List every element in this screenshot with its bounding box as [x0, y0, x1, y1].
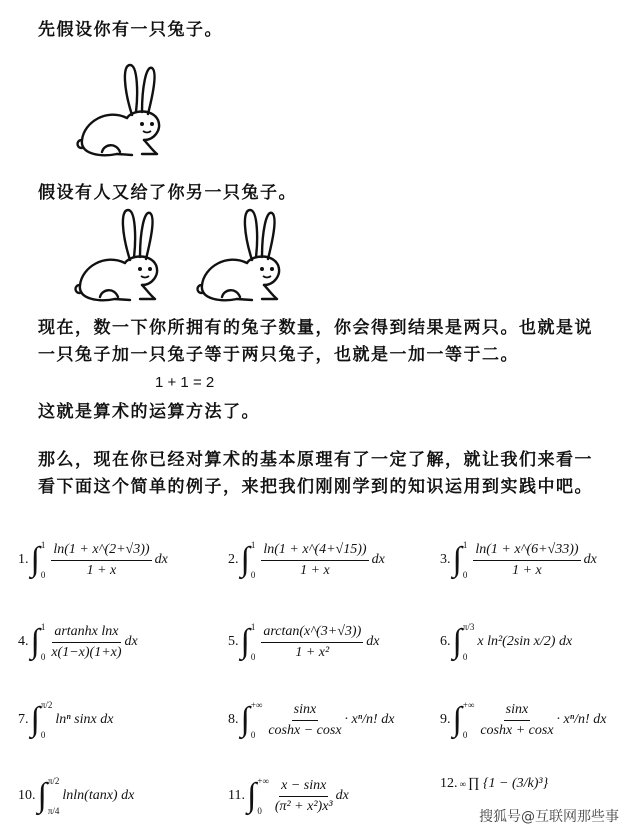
- equation: 1 + 1 = 2: [155, 374, 215, 391]
- line-6: 那么，现在你已经对算术的基本原理有了一定了解，就让我们来看一: [38, 450, 593, 470]
- problem-9: 9. ∫ +∞ 0 $\frac{\sin x}{\cosh x + \cos x}$ · xⁿ/n! dx: [440, 700, 607, 740]
- problem-1: 1. ∫ 1 0 $\frac{\ln(1 + x\^{}(2+√3))}{1 + x}$ dx: [18, 540, 168, 580]
- rabbit-icon: [70, 205, 170, 310]
- watermark: 搜狐号@互联网那些事: [479, 809, 619, 825]
- problem-5: 5. ∫ 1 0 $\frac{\arctan(x\^{}(3+√3))}{\text{1 + x²}}$ dx: [228, 622, 380, 662]
- problem-2: 2. ∫ 1 0 $\frac{\ln(1 + x\^{}(4+√15))}{1 + x}$ dx: [228, 540, 385, 580]
- line-3: 现在，数一下你所拥有的兔子数量，你会得到结果是两只。也就是说: [38, 318, 593, 338]
- rabbit-icon: [192, 205, 292, 310]
- problem-11: 11. ∫ +∞ 0 $\frac{x - \sin x}{\text{(π² + x²)x³}}$ dx: [228, 776, 349, 816]
- line-2: 假设有人又给了你另一只兔子。: [38, 183, 297, 203]
- line-4: 一只兔子加一只兔子等于两只兔子，也就是一加一等于二。: [38, 345, 519, 365]
- line-5: 这就是算术的运算方法了。: [38, 402, 260, 422]
- problem-7: 7. ∫ π/2 0 lnⁿ sinx dx: [18, 700, 114, 740]
- problem-3: 3. ∫ 1 0 $\frac{\ln(1 + x\^{}(6+√33))}{1 + x}$ dx: [440, 540, 597, 580]
- rabbit-icon: [72, 60, 172, 165]
- problem-6: 6. ∫ π/3 0 x ln²(2sin x/2) dx: [440, 622, 573, 662]
- problem-10: 10. ∫ π/2 π/4 lnln(tanx) dx: [18, 776, 135, 816]
- line-7: 看下面这个简单的例子，来把我们刚刚学到的知识运用到实践中吧。: [38, 477, 593, 497]
- problem-8: 8. ∫ +∞ 0 $\frac{\sin x}{\cosh x - \cos x}$ · xⁿ/n! dx: [228, 700, 395, 740]
- line-1: 先假设你有一只兔子。: [38, 20, 223, 40]
- problem-4: 4. ∫ 1 0 $\frac{\text{artanhx lnx}}{x(1-x)(1+x)}$ dx: [18, 622, 138, 662]
- problem-12: 12. ∞ ∏ {1 − (3/k)³}: [440, 776, 549, 791]
